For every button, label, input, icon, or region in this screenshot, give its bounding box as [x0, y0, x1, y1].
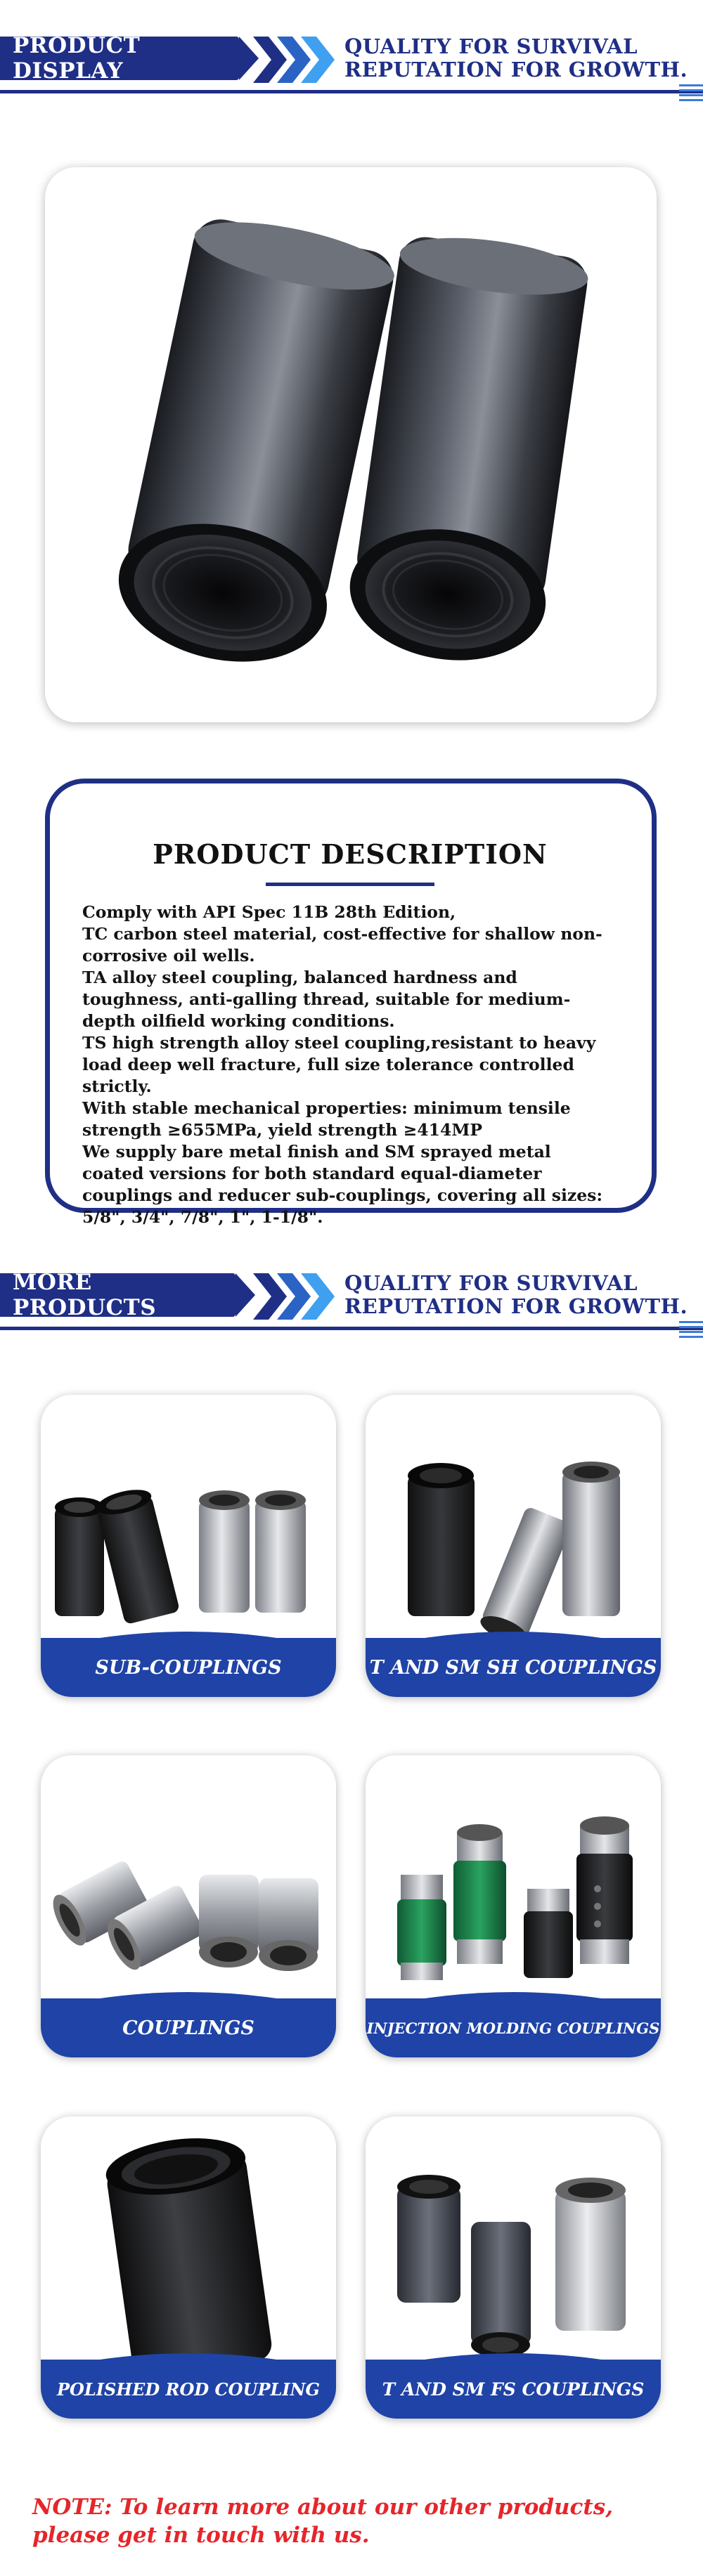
product-label: POLISHED ROD COUPLING — [41, 2360, 336, 2419]
description-paragraph: TS high strength alloy steel coupling,resistant to heavy load deep well fracture, full size tolerance controlled strictly. — [82, 1033, 596, 1096]
product-label: INJECTION MOLDING COUPLINGS — [366, 1998, 661, 2057]
product-label: COUPLINGS — [41, 1998, 336, 2057]
banner-title: MORE PRODUCTS — [0, 1273, 236, 1317]
chevrons-icon — [253, 35, 337, 84]
product-label: T AND SM FS COUPLINGS — [366, 2360, 661, 2419]
chevrons-icon — [253, 1272, 337, 1321]
product-label: SUB-COUPLINGS — [41, 1638, 336, 1697]
product-card-couplings[interactable] — [41, 1755, 336, 2057]
description-paragraph: Comply with API Spec 11B 28th Edition, — [82, 902, 456, 922]
t-and-sm-fs-couplings-image — [366, 2116, 661, 2378]
banner-slogan: QUALITY FOR SURVIVAL REPUTATION FOR GROWTH. — [344, 1271, 688, 1318]
description-title: PRODUCT DESCRIPTION — [153, 838, 548, 870]
description-paragraph: TA alloy steel coupling, balanced hardness and toughness, anti-galling thread, suitable for medium-depth oilfield working conditions. — [82, 968, 571, 1031]
description-underline — [266, 883, 434, 886]
hero-couplings-image — [45, 167, 657, 722]
banner-title: PRODUCT DISPLAY — [0, 37, 239, 80]
product-card-injection-molding-couplings[interactable] — [366, 1755, 661, 2057]
description-body — [82, 902, 618, 1228]
banner-stripes — [679, 84, 703, 104]
description-paragraph: With stable mechanical properties: minimum tensile strength ≥655MPa, yield strength ≥414MP — [82, 1098, 571, 1140]
product-card-t-and-sm-sh-couplings[interactable] — [366, 1395, 661, 1697]
polished-rod-coupling-image — [41, 2116, 336, 2378]
banner-rule — [0, 90, 703, 93]
couplings-image — [41, 1755, 336, 2017]
description-paragraph: We supply bare metal finish and SM sprayed metal coated versions for both standard equal-diameter couplings and reducer sub-couplings, covering all sizes: 5/8", 3/4", 7/8", 1", 1-1/8". — [82, 1142, 603, 1227]
banner-stripes — [679, 1321, 703, 1341]
product-card-t-and-sm-fs-couplings[interactable] — [366, 2116, 661, 2419]
product-card-sub-couplings[interactable] — [41, 1395, 336, 1697]
banner-slogan: QUALITY FOR SURVIVAL REPUTATION FOR GROWTH. — [344, 34, 688, 82]
product-description-card — [45, 779, 657, 1227]
t-and-sm-sh-couplings-image — [366, 1395, 661, 1656]
product-label: T AND SM SH COUPLINGS — [366, 1638, 661, 1697]
banner-rule — [0, 1327, 703, 1330]
sub-couplings-image — [41, 1395, 336, 1656]
more-products-banner — [0, 1265, 703, 1349]
hero-product-image — [45, 167, 657, 722]
product-display-banner — [0, 28, 703, 112]
injection-molding-couplings-image — [366, 1755, 661, 2017]
product-card-polished-rod-coupling[interactable] — [41, 2116, 336, 2419]
contact-note: NOTE: To learn more about our other products, please get in touch with us. — [32, 2494, 613, 2548]
description-paragraph: TC carbon steel material, cost-effective for shallow non-corrosive oil wells. — [82, 924, 602, 965]
